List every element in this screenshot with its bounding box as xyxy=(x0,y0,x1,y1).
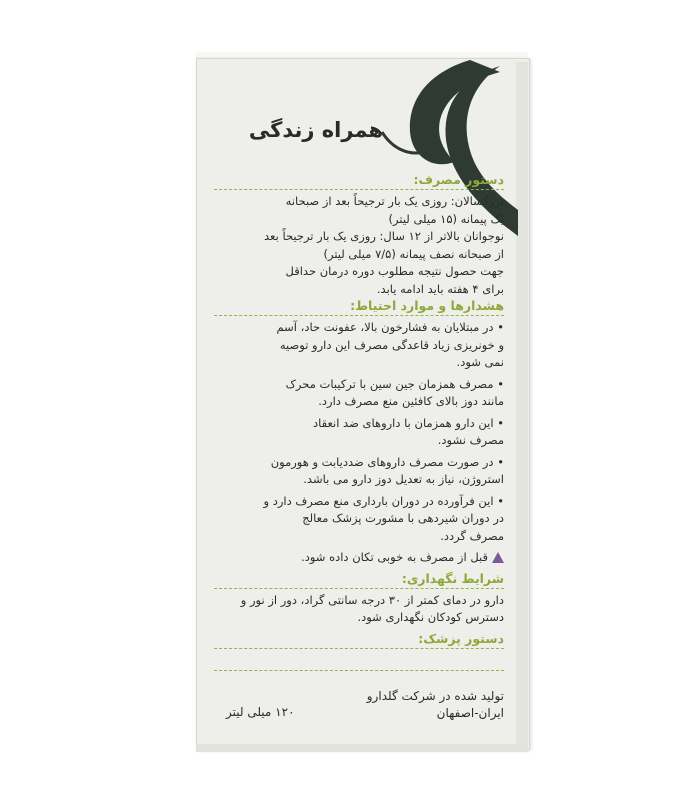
warning-line: مصرف گردد. xyxy=(440,528,504,543)
usage-line: برای ۴ هفته باید ادامه یابد. xyxy=(376,281,504,296)
doctor-heading: دستور پزشک: xyxy=(214,631,504,649)
warning-line: • این فرآورده در دوران بارداری منع مصرف دارد و xyxy=(263,493,504,508)
manufacturer-location: ایران-اصفهان xyxy=(436,706,504,720)
warning-line: • در مبتلایان به فشارخون بالا، عفونت حاد، آسم xyxy=(276,320,504,334)
usage-line: یک پیمانه (۱۵ میلی لیتر) xyxy=(388,211,504,226)
manufacturer-name: تولید شده در شرکت گلدارو xyxy=(366,689,504,703)
leaflet-panel xyxy=(214,172,504,671)
warning-line: و خونریزی زیاد قاعدگی مصرف این دارو توصیه xyxy=(279,337,504,352)
warning-item xyxy=(214,376,504,411)
usage-heading: دستور مصرف: xyxy=(214,172,504,190)
storage-line: دارو در دمای کمتر از ۳۰ درجه سانتی گراد، دور از نور و xyxy=(240,592,504,607)
warning-line: • در صورت مصرف داروهای ضددیابت و هورمون xyxy=(270,454,504,469)
warning-line: مانند دوز بالای کافئین منع مصرف دارد. xyxy=(318,394,504,408)
usage-line: بزرگسالان: روزی یک بار ترجیحاً بعد از صبحانه xyxy=(285,194,504,208)
warning-line: • این دارو همزمان با داروهای ضد انعقاد xyxy=(313,415,504,430)
storage-line: دسترس کودکان نگهداری شود. xyxy=(357,610,504,624)
shake-note xyxy=(214,549,504,567)
warning-line: استروژن، نیاز به تعدیل دوز دارو می باشد. xyxy=(303,472,504,486)
doctor-note-line xyxy=(214,652,504,671)
warning-line: در دوران شیردهی با مشورت پزشک معالج xyxy=(302,511,504,525)
warning-line: نمی شود. xyxy=(456,355,504,369)
warning-item xyxy=(214,415,504,450)
warnings-heading: هشدارها و موارد احتیاط: xyxy=(214,298,504,316)
warnings-list xyxy=(214,319,504,545)
brand-slogan: همراه زندگی xyxy=(248,118,384,142)
warning-line: • مصرف همزمان جین سین با ترکیبات محرک xyxy=(285,376,504,391)
shake-note-text: قبل از مصرف به خوبی تکان داده شود. xyxy=(301,550,488,564)
usage-text xyxy=(214,193,504,298)
usage-line: از صبحانه نصف پیمانه (۷/۵ میلی لیتر) xyxy=(323,246,504,261)
usage-line: جهت حصول نتیجه مطلوب دوره درمان حداقل xyxy=(285,264,504,278)
warning-triangle-icon xyxy=(492,552,504,563)
usage-line: نوجوانان بالاتر از ۱۲ سال: روزی یک بار ترجیحاً بعد xyxy=(264,229,504,243)
warning-line: مصرف نشود. xyxy=(437,433,504,447)
volume-label: ۱۲۰ میلی لیتر xyxy=(226,705,295,719)
storage-heading: شرایط نگهداری: xyxy=(214,571,504,589)
warning-item xyxy=(214,454,504,489)
warning-item xyxy=(214,319,504,372)
warning-item xyxy=(214,493,504,546)
